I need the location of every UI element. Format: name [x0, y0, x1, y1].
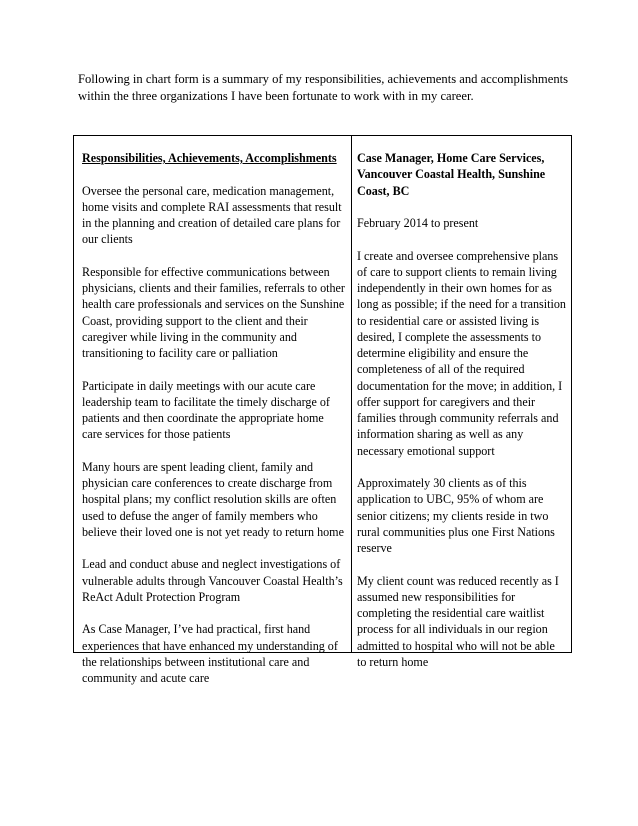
- responsibility-paragraph: Many hours are spent leading client, family and physician care conferences to create discharge from hospital plans; my conflict resolution skills are often used to defuse the anger of family members who believe their loved one is not yet ready to return home: [82, 459, 344, 539]
- responsibility-paragraph: Participate in daily meetings with our acute care leadership team to facilitate the timely discharge of patients and then coordinate the appropriate home care services for those patients: [82, 378, 330, 442]
- responsibility-paragraph: Responsible for effective communications between physicians, clients and their families, referrals to other health care professionals and services on the Sunshine Coast, providing support to the client and their caregiver while living in the community and transitioning to facility care or palliation: [82, 264, 345, 360]
- responsibility-paragraph: Oversee the personal care, medication management, home visits and complete RAI assessments that result in the planning and creation of detailed care plans for our clients: [82, 183, 342, 247]
- position-heading: Case Manager, Home Care Services, Vancouver Coastal Health, Sunshine Coast, BC: [357, 151, 546, 198]
- responsibilities-column: [74, 136, 352, 685]
- position-paragraph: My client count was reduced recently as I assumed new responsibilities for completing the residential care waitlist process for all individuals in our region admitted to hospital who will not be able to return home: [357, 573, 559, 669]
- intro-text: Following in chart form is a summary of my responsibilities, achievements and accomplishments within the three organizations I have been fortunate to work with in my career.: [78, 72, 569, 103]
- position-column: [352, 136, 571, 669]
- responsibility-paragraph: As Case Manager, I’ve had practical, first hand experiences that have enhanced my understanding of the relationships between institutional care and community and acute care: [82, 622, 338, 685]
- position-date: February 2014 to present: [357, 216, 479, 230]
- position-paragraph: I create and oversee comprehensive plans of care to support clients to remain living independently in their own homes for as long as possible; if the need for a transition to residential care or assisted living is desired, I complete the assessments to determine eligibility and ensure the completeness of all of the required documentation for the move; in addition, I offer support for caregivers and their families through community referrals and information sharing as well as any necessary emotional support: [357, 248, 566, 458]
- responsibilities-heading: Responsibilities, Achievements, Accomplishments: [82, 151, 337, 165]
- summary-chart: [73, 135, 572, 685]
- position-paragraph: Approximately 30 clients as of this application to UBC, 95% of whom are senior citizens; my clients reside in two rural communities plus one First Nations reserve: [357, 476, 555, 555]
- responsibility-paragraph: Lead and conduct abuse and neglect investigations of vulnerable adults through Vancouver Coastal Health’s ReAct Adult Protection Program: [82, 557, 343, 604]
